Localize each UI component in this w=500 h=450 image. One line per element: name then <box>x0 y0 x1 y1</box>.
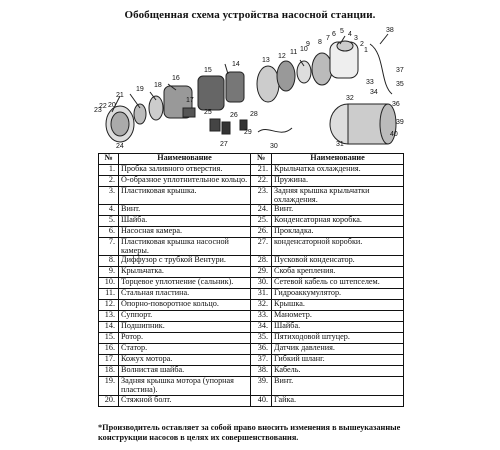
part-number-cell: 27. <box>251 238 272 256</box>
part-name-cell: О-образное уплотнительное кольцо. <box>119 176 251 187</box>
part-name-cell: Подшипник. <box>119 322 251 333</box>
part-number-cell: 39. <box>251 377 272 395</box>
part-name-cell: Пятиходовой штуцер. <box>272 333 404 344</box>
callout-2: 2 <box>360 41 364 48</box>
footnote <box>98 423 408 443</box>
footnote-line: конструкции насосов в целях их совершенствования. <box>98 433 299 442</box>
part-name-cell: Волнистая шайба. <box>119 366 251 377</box>
part-name-cell: Винт. <box>272 205 404 216</box>
part-number-cell: 19. <box>99 377 119 395</box>
part-name-cell: Кожух мотора. <box>119 355 251 366</box>
part-number-cell: 21. <box>251 165 272 176</box>
part-number-cell: 11. <box>99 289 119 300</box>
table-row <box>99 278 404 289</box>
part-name-cell: Прокладка. <box>272 227 404 238</box>
table-row <box>99 344 404 355</box>
callout-38: 38 <box>386 27 394 34</box>
part-number-cell: 14. <box>99 322 119 333</box>
part-name-cell: Гидроаккумулятор. <box>272 289 404 300</box>
col-header-num-right: № <box>251 154 272 165</box>
part-name-cell: Крышка. <box>272 300 404 311</box>
part-name-cell: Крыльчатка. <box>119 267 251 278</box>
part-number-cell: 22. <box>251 176 272 187</box>
part-name-cell: Пусковой конденсатор. <box>272 256 404 267</box>
callout-5: 5 <box>340 28 344 35</box>
callout-26: 26 <box>230 112 238 119</box>
callout-8: 8 <box>318 39 322 46</box>
part-name-cell: Крыльчатка охлаждения. <box>272 165 404 176</box>
table-row <box>99 395 404 406</box>
part-name-cell: Датчик давления. <box>272 344 404 355</box>
part-number-cell: 13. <box>99 311 119 322</box>
callout-12: 12 <box>278 53 286 60</box>
part-name-cell: Пластиковая крышка. <box>119 187 251 205</box>
callout-24: 24 <box>116 143 124 150</box>
col-header-name-right: Наименование <box>272 154 404 165</box>
capacitor-box-part <box>183 108 195 117</box>
callout-27: 27 <box>220 141 228 148</box>
part-number-cell: 26. <box>251 227 272 238</box>
callout-7: 7 <box>326 35 330 42</box>
part-number-cell: 31. <box>251 289 272 300</box>
part-number-cell: 20. <box>99 395 119 406</box>
power-cable-part <box>258 128 292 132</box>
callout-16: 16 <box>172 75 180 82</box>
part-number-cell: 18. <box>99 366 119 377</box>
callout-34: 34 <box>370 89 378 96</box>
callout-40: 40 <box>390 131 398 138</box>
callout-32: 32 <box>346 95 354 102</box>
callout-15: 15 <box>204 67 212 74</box>
part-number-cell: 23. <box>251 187 272 205</box>
part-number-cell: 35. <box>251 333 272 344</box>
parts-table-body <box>99 165 404 407</box>
callout-6: 6 <box>332 31 336 38</box>
page-title: Обобщенная схема устройства насосной станции. <box>124 9 376 21</box>
callout-35: 35 <box>396 81 404 88</box>
part-name-cell: Статор. <box>119 344 251 355</box>
part-name-cell: Диффузор с трубкой Вентури. <box>119 256 251 267</box>
callout-36: 36 <box>392 101 400 108</box>
part-name-cell: Ротор. <box>119 333 251 344</box>
stator-part <box>198 76 224 110</box>
part-name-cell: Гайка. <box>272 395 404 406</box>
callout-25: 25 <box>204 109 212 116</box>
part-number-cell: 37. <box>251 355 272 366</box>
part-number-cell: 5. <box>99 216 119 227</box>
part-number-cell: 40. <box>251 395 272 406</box>
callout-28: 28 <box>250 111 258 118</box>
callout-9: 9 <box>306 41 310 48</box>
table-row <box>99 366 404 377</box>
table-row <box>99 187 404 205</box>
part-name-cell: Шайба. <box>119 216 251 227</box>
table-row <box>99 216 404 227</box>
callout-21: 21 <box>116 92 124 99</box>
part-name-cell: Насосная камера. <box>119 227 251 238</box>
part-number-cell: 25. <box>251 216 272 227</box>
part-name-cell: Винт. <box>119 205 251 216</box>
callout-11: 11 <box>290 49 298 56</box>
part-number-cell: 30. <box>251 278 272 289</box>
part-number-cell: 33. <box>251 311 272 322</box>
part-name-cell: Стальная пластина. <box>119 289 251 300</box>
part-number-cell: 16. <box>99 344 119 355</box>
callout-20: 20 <box>108 102 116 109</box>
part-name-cell: Пружина. <box>272 176 404 187</box>
callout-3: 3 <box>354 35 358 42</box>
callout-31: 31 <box>336 141 344 148</box>
part-number-cell: 17. <box>99 355 119 366</box>
fan-part <box>134 104 146 124</box>
part-name-cell: Пластиковая крышка насосной камеры. <box>119 238 251 256</box>
part-number-cell: 8. <box>99 256 119 267</box>
table-row <box>99 267 404 278</box>
part-number-cell: 3. <box>99 187 119 205</box>
part-name-cell: конденсаторной коробки. <box>272 238 404 256</box>
table-row <box>99 322 404 333</box>
part-number-cell: 9. <box>99 267 119 278</box>
callout-18: 18 <box>154 82 162 89</box>
part-number-cell: 12. <box>99 300 119 311</box>
table-row <box>99 300 404 311</box>
callout-30: 30 <box>270 143 278 150</box>
callout-19: 19 <box>136 86 144 93</box>
part-name-cell: Сетевой кабель со штепселем. <box>272 278 404 289</box>
exploded-pump-diagram <box>0 24 500 152</box>
table-row <box>99 176 404 187</box>
callout-13: 13 <box>262 57 270 64</box>
callout-22: 22 <box>99 103 107 110</box>
part-number-cell: 6. <box>99 227 119 238</box>
col-header-num-left: № <box>99 154 119 165</box>
part-number-cell: 1. <box>99 165 119 176</box>
part-number-cell: 2. <box>99 176 119 187</box>
part-number-cell: 15. <box>99 333 119 344</box>
part-name-cell: Задняя крышка крыльчатки охлаждения. <box>272 187 404 205</box>
table-row <box>99 205 404 216</box>
callout-23: 23 <box>94 107 102 114</box>
part-number-cell: 38. <box>251 366 272 377</box>
part-number-cell: 4. <box>99 205 119 216</box>
footnote-line: *Производитель оставляет за собой право вносить изменения в вышеуказанные <box>98 423 401 432</box>
callout-14: 14 <box>232 61 240 68</box>
table-row <box>99 227 404 238</box>
flexible-hose-part <box>370 44 392 94</box>
table-row <box>99 377 404 395</box>
part-number-cell: 36. <box>251 344 272 355</box>
callout-17: 17 <box>186 97 194 104</box>
pump-chamber-part <box>257 66 279 102</box>
part-name-cell: Винт. <box>272 377 404 395</box>
part-name-cell: Конденсаторная коробка. <box>272 216 404 227</box>
table-row <box>99 238 404 256</box>
part-number-cell: 34. <box>251 322 272 333</box>
part-name-cell: Задняя крышка мотора (упорная пластина). <box>119 377 251 395</box>
part-name-cell: Скоба крепления. <box>272 267 404 278</box>
part-name-cell: Манометр. <box>272 311 404 322</box>
part-name-cell: Пробка заливного отверстия. <box>119 165 251 176</box>
part-number-cell: 32. <box>251 300 272 311</box>
table-row <box>99 311 404 322</box>
table-row <box>99 256 404 267</box>
part-name-cell: Стяжной болт. <box>119 395 251 406</box>
callout-39: 39 <box>396 119 404 126</box>
part-number-cell: 7. <box>99 238 119 256</box>
table-row <box>99 355 404 366</box>
callout-10: 10 <box>300 46 308 53</box>
callout-37: 37 <box>396 67 404 74</box>
callout-33: 33 <box>366 79 374 86</box>
callout-4: 4 <box>348 31 352 38</box>
part-number-cell: 24. <box>251 205 272 216</box>
part-number-cell: 28. <box>251 256 272 267</box>
callout-1: 1 <box>364 47 368 54</box>
table-row <box>99 165 404 176</box>
table-header-row <box>99 154 404 165</box>
part-name-cell: Опорно-поворотное кольцо. <box>119 300 251 311</box>
part-name-cell: Шайба. <box>272 322 404 333</box>
table-row <box>99 333 404 344</box>
part-number-cell: 29. <box>251 267 272 278</box>
part-name-cell: Кабель. <box>272 366 404 377</box>
table-row <box>99 289 404 300</box>
part-name-cell: Гибкий шланг. <box>272 355 404 366</box>
part-name-cell: Суппорт. <box>119 311 251 322</box>
part-name-cell: Торцевое уплотнение (сальник). <box>119 278 251 289</box>
parts-table <box>98 153 404 407</box>
part-number-cell: 10. <box>99 278 119 289</box>
col-header-name-left: Наименование <box>119 154 251 165</box>
callout-29: 29 <box>244 129 252 136</box>
